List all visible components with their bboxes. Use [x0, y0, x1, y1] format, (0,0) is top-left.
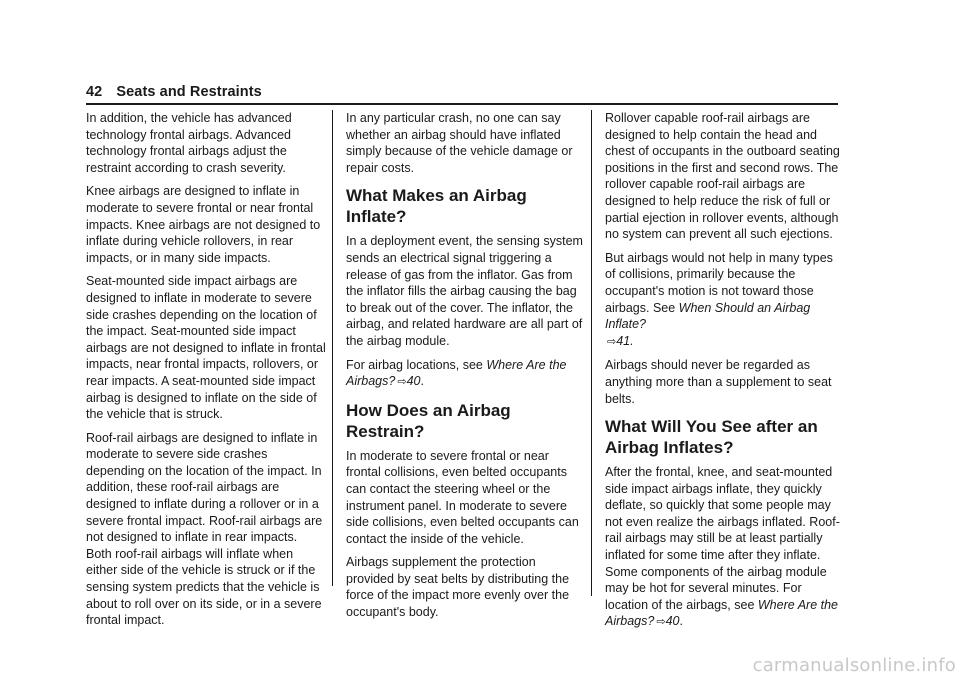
header-rule	[86, 103, 838, 105]
column-1	[86, 110, 326, 636]
page-header	[86, 84, 838, 104]
paragraph-after-inflate	[605, 464, 841, 631]
heading-how-restrain: How Does an Airbag Restrain?	[346, 400, 511, 441]
paragraph-not-help	[605, 250, 841, 351]
section-title: Seats and Restraints	[116, 84, 262, 100]
xref-page-40[interactable]: 40	[665, 614, 680, 629]
xref-where-are-airbags[interactable]: Where Are the Airbags?	[346, 357, 567, 389]
xref-page-41[interactable]: 41.	[616, 333, 634, 348]
paragraph-advanced-frontal: In addition, the vehicle has advanced technology frontal airbags. Advanced technology frontal airbags adjust the restraint according to crash severity.	[86, 111, 292, 175]
watermark: carmanualsonline.info	[752, 655, 956, 676]
paragraph-rollover-capable: Rollover capable roof-rail airbags are designed to help contain the head and chest of occupants in the outboard seating positions in the first and second rows. The rollover capable roof-rail airbags are designed to help reduce the risk of full or partial ejection in rollover events, although no system can prevent all such ejections.	[605, 111, 840, 242]
paragraph-supplement-protection: Airbags supplement the protection provided by seat belts by distributing the force of the impact more evenly over the occupant's body.	[346, 555, 570, 620]
paragraph-seat-mounted: Seat-mounted side impact airbags are designed to inflate in moderate to severe side crashes depending on the location of the impact. Seat-mounted side impact airbags are not designed to inflate in frontal impacts, near frontal impacts, rollovers, or rear impacts. A seat-mounted side impact airbag is designed to inflate on the side of the vehicle that is struck.	[86, 274, 326, 422]
after-end: .	[679, 614, 683, 629]
after-lead: After the frontal, knee, and seat-mounted side impact airbags inflate, they quickly deflate, so quickly that some people may not even realize the airbags inflated. Roof-rail airbags may still be at least partially inflated for some time after they inflate. Some components of the airbag module may be hot for several minutes. For location of the airbags, see	[605, 465, 840, 612]
page-ref-arrow-icon: ⇨	[607, 335, 617, 348]
column-2	[346, 110, 586, 628]
paragraph-crash-intro: In any particular crash, no one can say whether an airbag should have inflated simply because of the vehicle damage or repair costs.	[346, 111, 573, 175]
paragraph-deployment: In a deployment event, the sensing system sends an electrical signal triggering a release of gas from the inflator. Gas from the inflator fills the airbag causing the bag to break out of the cover. The inflator, the airbag, and related hardware are all part of the airbag module.	[346, 234, 583, 348]
types-lead: But airbags would not help in many types of collisions, primarily because the occupant's motion is not toward those airbags. See	[605, 250, 833, 315]
page-ref-arrow-icon: ⇨	[397, 376, 407, 389]
heading-what-will-you-see: What Will You See after an Airbag Inflates?	[605, 417, 818, 458]
heading-what-makes-inflate: What Makes an Airbag Inflate?	[346, 186, 527, 227]
paragraph-airbag-locations	[346, 357, 586, 391]
column-divider-2	[591, 110, 592, 596]
column-divider-1	[332, 110, 333, 586]
xref-where-are-airbags[interactable]: Where Are the Airbags?	[605, 597, 839, 629]
paragraph-roof-rail: Roof-rail airbags are designed to inflate in moderate to severe side crashes depending on the location of the impact. In addition, these roof-rail airbags are designed to inflate during a rollover or in a severe frontal impact. Roof-rail airbags are not designed to inflate in rear impacts. Both roof-rail airbags will inflate when either side of the vehicle is struck or if the sensing system predicts that the vehicle is about to roll over on its side, or in a severe frontal impact.	[86, 430, 323, 628]
paragraph-knee-airbags: Knee airbags are designed to inflate in moderate to severe frontal or near frontal impacts. Knee airbags are not designed to inflate during vehicle rollovers, in rear impacts, or in many side impacts.	[86, 184, 321, 265]
column-3	[605, 110, 841, 638]
page-number: 42	[86, 84, 103, 100]
paragraph-collisions: In moderate to severe frontal or near frontal collisions, even belted occupants can contact the steering wheel or the instrument panel. In moderate to severe side collisions, even belted occupants can contact the inside of the vehicle.	[346, 448, 579, 546]
xref-page-40[interactable]: 40	[406, 374, 421, 389]
paragraph-never-regarded: Airbags should never be regarded as anything more than a supplement to seat belts.	[605, 358, 832, 406]
locations-lead: For airbag locations, see	[346, 357, 487, 372]
page-ref-arrow-icon: ⇨	[656, 616, 666, 629]
locations-end: .	[420, 374, 424, 389]
xref-when-should-inflate[interactable]: When Should an Airbag Inflate?	[605, 300, 811, 332]
